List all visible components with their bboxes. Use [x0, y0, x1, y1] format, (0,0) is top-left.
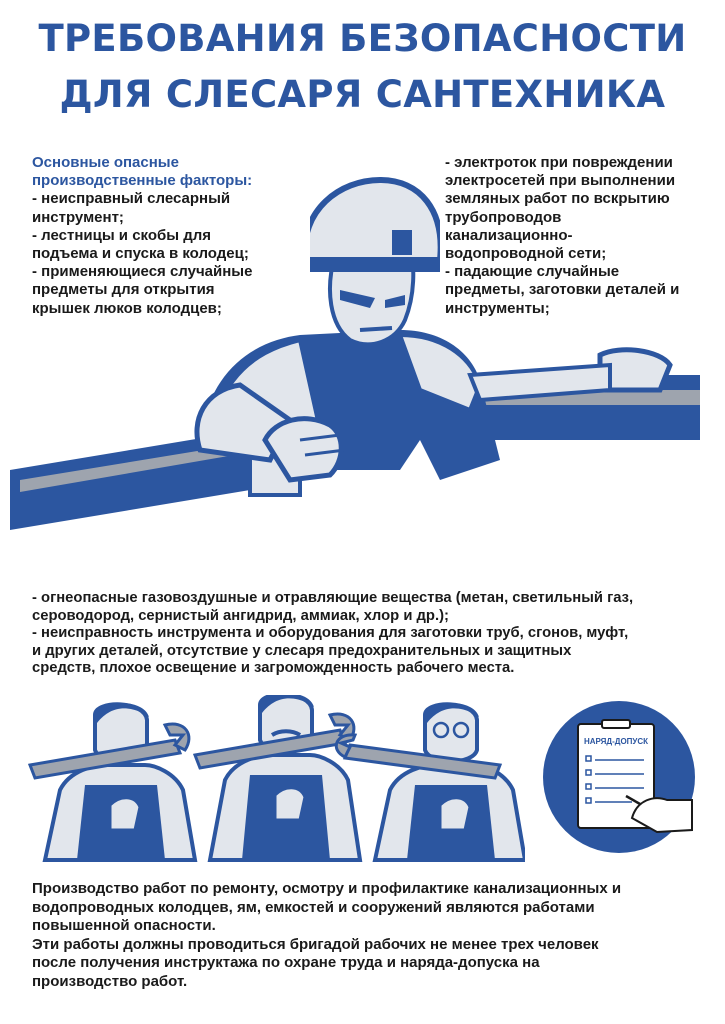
bottom-text-line: повышенной опасности. — [32, 917, 216, 934]
right-text-line: канализационно- — [445, 226, 573, 244]
hazard-factors-continued — [32, 590, 712, 678]
hazard-factors-left-column — [32, 154, 302, 318]
right-text-line: трубопроводов — [445, 208, 562, 226]
left-text-line: - неисправный слесарный — [32, 190, 231, 208]
left-text-line: инструмент; — [32, 208, 124, 226]
work-conditions-note — [32, 880, 692, 991]
work-permit-document-icon — [542, 700, 697, 855]
left-text-line: крышек люков колодцев; — [32, 299, 222, 317]
right-text-line: водопроводной сети; — [445, 245, 607, 263]
middle-text-line: - огнеопасные газовоздушные и отравляющие вещества (метан, светильный газ, — [32, 590, 634, 606]
hazard-factors-right-column — [445, 154, 715, 318]
right-text-line: электросетей при выполнении — [445, 172, 676, 190]
right-text-line: земляных работ по вскрытию — [445, 190, 670, 208]
left-text-line: предметы для открытия — [32, 281, 215, 299]
right-text-line: - падающие случайные — [445, 263, 620, 281]
left-text-line: - применяющиеся случайные — [32, 263, 253, 281]
three-workers-with-wrenches-illustration — [25, 695, 525, 865]
bottom-text-line: после получения инструктажа по охране труда и наряда-допуска на — [32, 954, 540, 971]
middle-text-line: средств, плохое освещение и загроможденность рабочего места. — [32, 660, 515, 677]
poster-title-line-2: ДЛЯ СЛЕСАРЯ САНТЕХНИКА — [59, 73, 666, 116]
permit-label: НАРЯД-ДОПУСК — [583, 737, 649, 746]
right-text-line: инструменты; — [445, 299, 550, 317]
middle-text-line: и других деталей, отсутствие у слесаря предохранительных и защитных — [32, 642, 572, 659]
bottom-text-line: Производство работ по ремонту, осмотру и профилактике канализационных и — [32, 880, 622, 897]
middle-text-line: - неисправность инструмента и оборудования для заготовки труб, сгонов, муфт, — [32, 625, 629, 642]
right-text-line: предметы, заготовки деталей и — [445, 281, 680, 299]
hazard-factors-heading-line-2: производственные факторы: — [32, 172, 253, 190]
middle-text-line: сероводород, сернистый ангидрид, аммиак, хлор и др.); — [32, 607, 449, 624]
right-text-line: - электроток при повреждении — [445, 154, 673, 171]
poster-title-line-1: ТРЕБОВАНИЯ БЕЗОПАСНОСТИ — [38, 17, 687, 60]
bottom-text-line: производство работ. — [32, 972, 188, 990]
hazard-factors-heading-line-1: Основные опасные — [32, 154, 179, 171]
left-text-line: - лестницы и скобы для — [32, 226, 212, 244]
worker-figure — [336, 703, 525, 860]
worker-figure — [195, 695, 360, 860]
worker-figure — [30, 703, 195, 860]
left-text-line: подъема и спуска в колодец; — [32, 245, 249, 263]
bottom-text-line: водопроводных колодцев, ям, емкостей и сооружений являются работами — [32, 898, 595, 916]
bottom-text-line: Эти работы должны проводиться бригадой рабочих не менее трех человек — [32, 935, 599, 953]
